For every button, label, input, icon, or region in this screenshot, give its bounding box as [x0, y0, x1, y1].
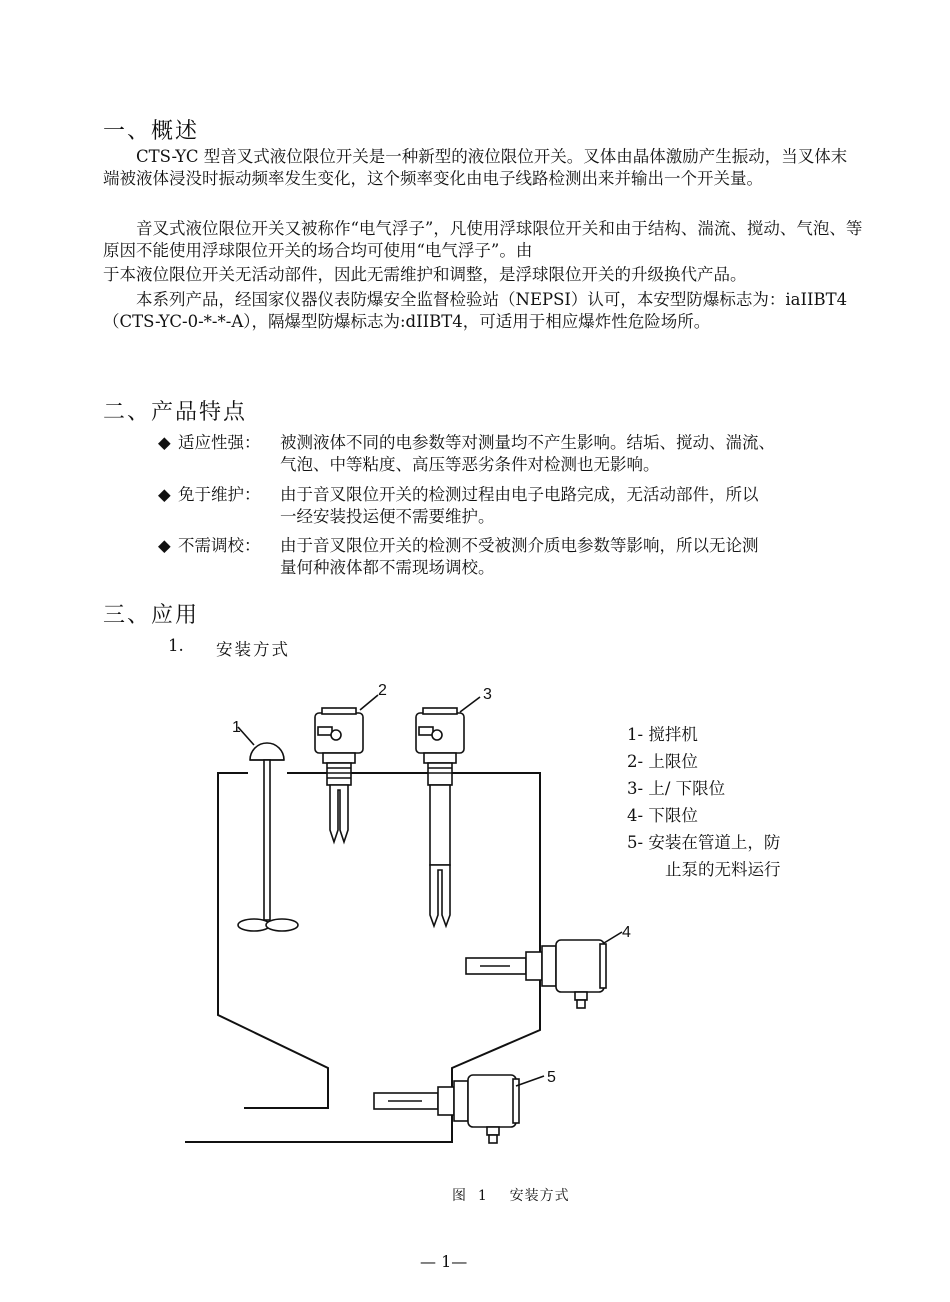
level-switch-upper-icon	[315, 695, 378, 842]
feature-item	[158, 535, 858, 581]
legend-item: 1- 搅拌机	[627, 725, 698, 744]
subsection-title: 安装方式	[216, 640, 290, 659]
section-3-title: 三、应用	[103, 603, 200, 628]
feature-label: 免于维护：	[178, 485, 261, 504]
feature-label: 适应性强：	[178, 433, 261, 452]
feature-desc-line: 气泡、中等粘度、高压等恶劣条件对检测也无影响。	[280, 454, 660, 474]
level-switch-lower-icon	[466, 932, 622, 1008]
section-2-title: 二、产品特点	[103, 400, 248, 425]
page-number: — 1—	[420, 1252, 468, 1271]
paragraph-2-cont: 于本液位限位开关无活动部件，因此无需维护和调整，是浮球限位开关的升级换代产品。	[103, 265, 747, 284]
feature-desc-line: 量何种液体都不需现场调校。	[280, 557, 495, 577]
legend-item: 2- 上限位	[627, 752, 698, 771]
feature-desc-line: 由于音叉限位开关的检测过程由电子电路完成，无活动部件，所以	[280, 485, 759, 504]
feature-desc-line: 由于音叉限位开关的检测不受被测介质电参数等影响，所以无论测	[280, 536, 759, 555]
paragraph-1: CTS-YC 型音叉式液位限位开关是一种新型的液位限位开关。叉体由晶体激励产生振动，当叉体末端被液体浸没时振动频率发生变化，这个频率变化由电子线路检测出来并输出一个开关量。	[103, 147, 848, 188]
diamond-bullet-icon: ◆	[158, 433, 171, 452]
level-switch-upper-lower-icon	[416, 697, 480, 926]
callout-4: 4	[622, 924, 631, 941]
legend-item: 止泵的无料运行	[665, 860, 781, 879]
figure-caption: 图 1 安装方式	[452, 1188, 570, 1204]
agitator-icon	[238, 727, 298, 931]
feature-item	[158, 484, 858, 530]
legend-item: 3- 上/ 下限位	[627, 779, 726, 798]
callout-3: 3	[483, 686, 492, 703]
callout-5: 5	[547, 1069, 556, 1086]
callout-2: 2	[378, 682, 387, 699]
tank-left-wall	[218, 773, 328, 1108]
feature-desc-line: 一经安装投运便不需要维护。	[280, 506, 495, 526]
feature-desc-line: 被测液体不同的电参数等对测量均不产生影响。结垢、搅动、湍流、	[280, 433, 775, 452]
subsection-number: 1.	[168, 636, 184, 655]
feature-label: 不需调校：	[178, 536, 261, 555]
legend-item: 4- 下限位	[627, 806, 698, 825]
pipe-mounted-switch-icon	[374, 1075, 544, 1143]
feature-item	[158, 432, 858, 478]
callout-1: 1	[232, 719, 241, 736]
diamond-bullet-icon: ◆	[158, 536, 171, 555]
diamond-bullet-icon: ◆	[158, 485, 171, 504]
section-1-title: 一、概述	[103, 119, 200, 144]
figure-legend	[627, 721, 867, 883]
paragraph-2: 音叉式液位限位开关又被称作“电气浮子”，凡使用浮球限位开关和由于结构、湍流、搅动、气泡、等原因不能使用浮球限位开关的场合均可使用“电气浮子”。由	[103, 219, 863, 260]
paragraph-3: 本系列产品，经国家仪器仪表防爆安全监督检验站（NEPSI）认可，本安型防爆标志为：iaIIBT4 （CTS-YC-0-*-*-A），隔爆型防爆标志为:dIIBT4，可适用于相应爆炸性危险场所。	[103, 290, 848, 331]
legend-item: 5- 安装在管道上，防	[627, 833, 781, 852]
